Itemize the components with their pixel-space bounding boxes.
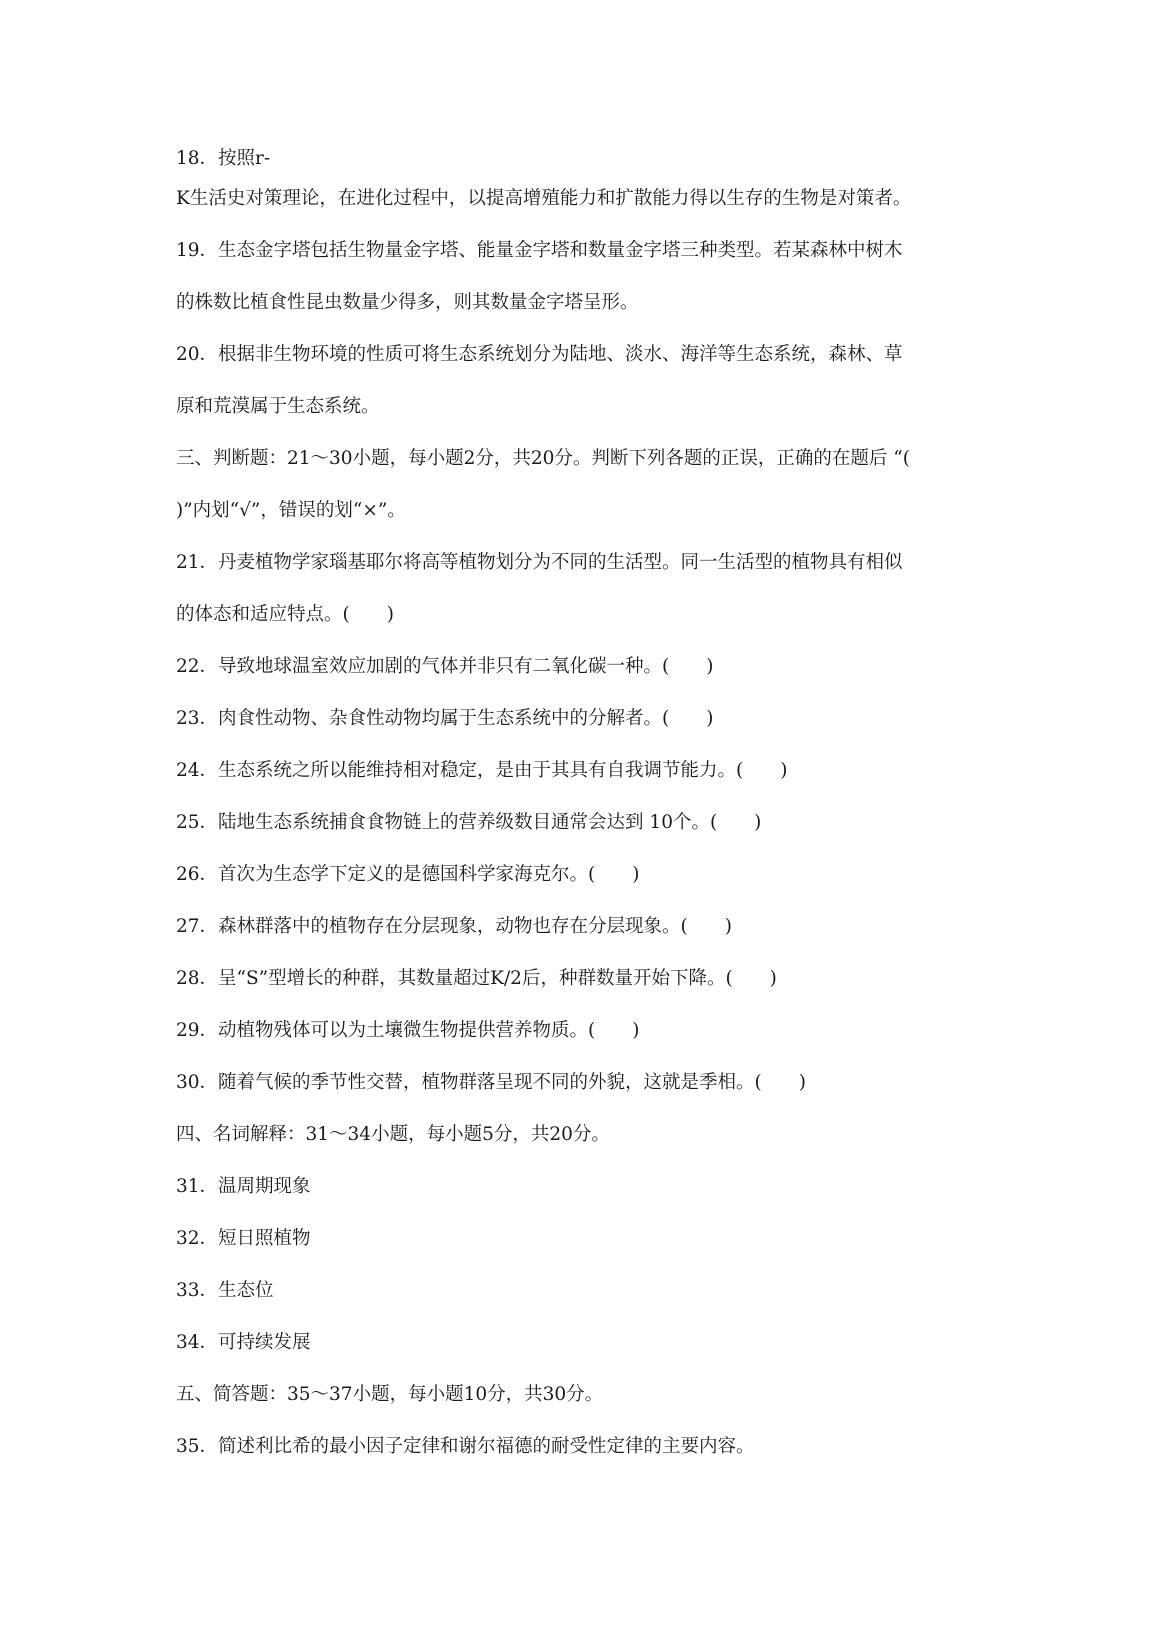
question-33: 33．生态位 [176, 1280, 274, 1301]
question-21-line-1: 21．丹麦植物学家瑙基耶尔将高等植物划分为不同的生活型。同一生活型的植物具有相似 [176, 552, 903, 573]
section-5-heading: 五、简答题：35～37小题，每小题10分，共30分。 [176, 1384, 604, 1405]
question-19-line-1: 19．生态金字塔包括生物量金字塔、能量金字塔和数量金字塔三种类型。若某森林中树木 [176, 240, 903, 261]
question-30: 30．随着气候的季节性交替，植物群落呈现不同的外貌，这就是季相。( ) [176, 1072, 806, 1093]
question-31: 31．温周期现象 [176, 1176, 311, 1197]
question-35: 35．简述利比希的最小因子定律和谢尔福德的耐受性定律的主要内容。 [176, 1436, 755, 1457]
question-18-line-1: 18．按照r- [176, 148, 271, 169]
question-29: 29．动植物残体可以为土壤微生物提供营养物质。( ) [176, 1020, 640, 1041]
question-32: 32．短日照植物 [176, 1228, 311, 1249]
section-3-heading-line-1: 三、判断题：21～30小题，每小题2分，共20分。判断下列各题的正误，正确的在题后 “( [176, 448, 910, 469]
question-27: 27．森林群落中的植物存在分层现象，动物也存在分层现象。( ) [176, 916, 732, 937]
question-23: 23．肉食性动物、杂食性动物均属于生态系统中的分解者。( ) [176, 708, 714, 729]
section-4-heading: 四、名词解释：31～34小题，每小题5分，共20分。 [176, 1124, 610, 1145]
question-20-line-2: 原和荒漠属于生态系统。 [176, 396, 380, 417]
question-25: 25．陆地生态系统捕食食物链上的营养级数目通常会达到 10个。( ) [176, 812, 762, 833]
question-22: 22．导致地球温室效应加剧的气体并非只有二氧化碳一种。( ) [176, 656, 714, 677]
question-26: 26．首次为生态学下定义的是德国科学家海克尔。( ) [176, 864, 640, 885]
question-24: 24．生态系统之所以能维持相对稳定，是由于其具有自我调节能力。( ) [176, 760, 788, 781]
question-28: 28．呈“S”型增长的种群，其数量超过K/2后，种群数量开始下降。( ) [176, 968, 777, 989]
question-18-line-2: K生活史对策理论，在进化过程中，以提高增殖能力和扩散能力得以生存的生物是对策者。 [176, 188, 912, 209]
section-3-heading-line-2: )”内划“√”，错误的划“×”。 [176, 500, 406, 521]
document-body [176, 146, 976, 1486]
question-21-line-2: 的体态和适应特点。( ) [176, 604, 394, 625]
question-19-line-2: 的株数比植食性昆虫数量少得多，则其数量金字塔呈形。 [176, 292, 639, 313]
question-20-line-1: 20．根据非生物环境的性质可将生态系统划分为陆地、淡水、海洋等生态系统，森林、草 [176, 344, 903, 365]
question-34: 34．可持续发展 [176, 1332, 311, 1353]
